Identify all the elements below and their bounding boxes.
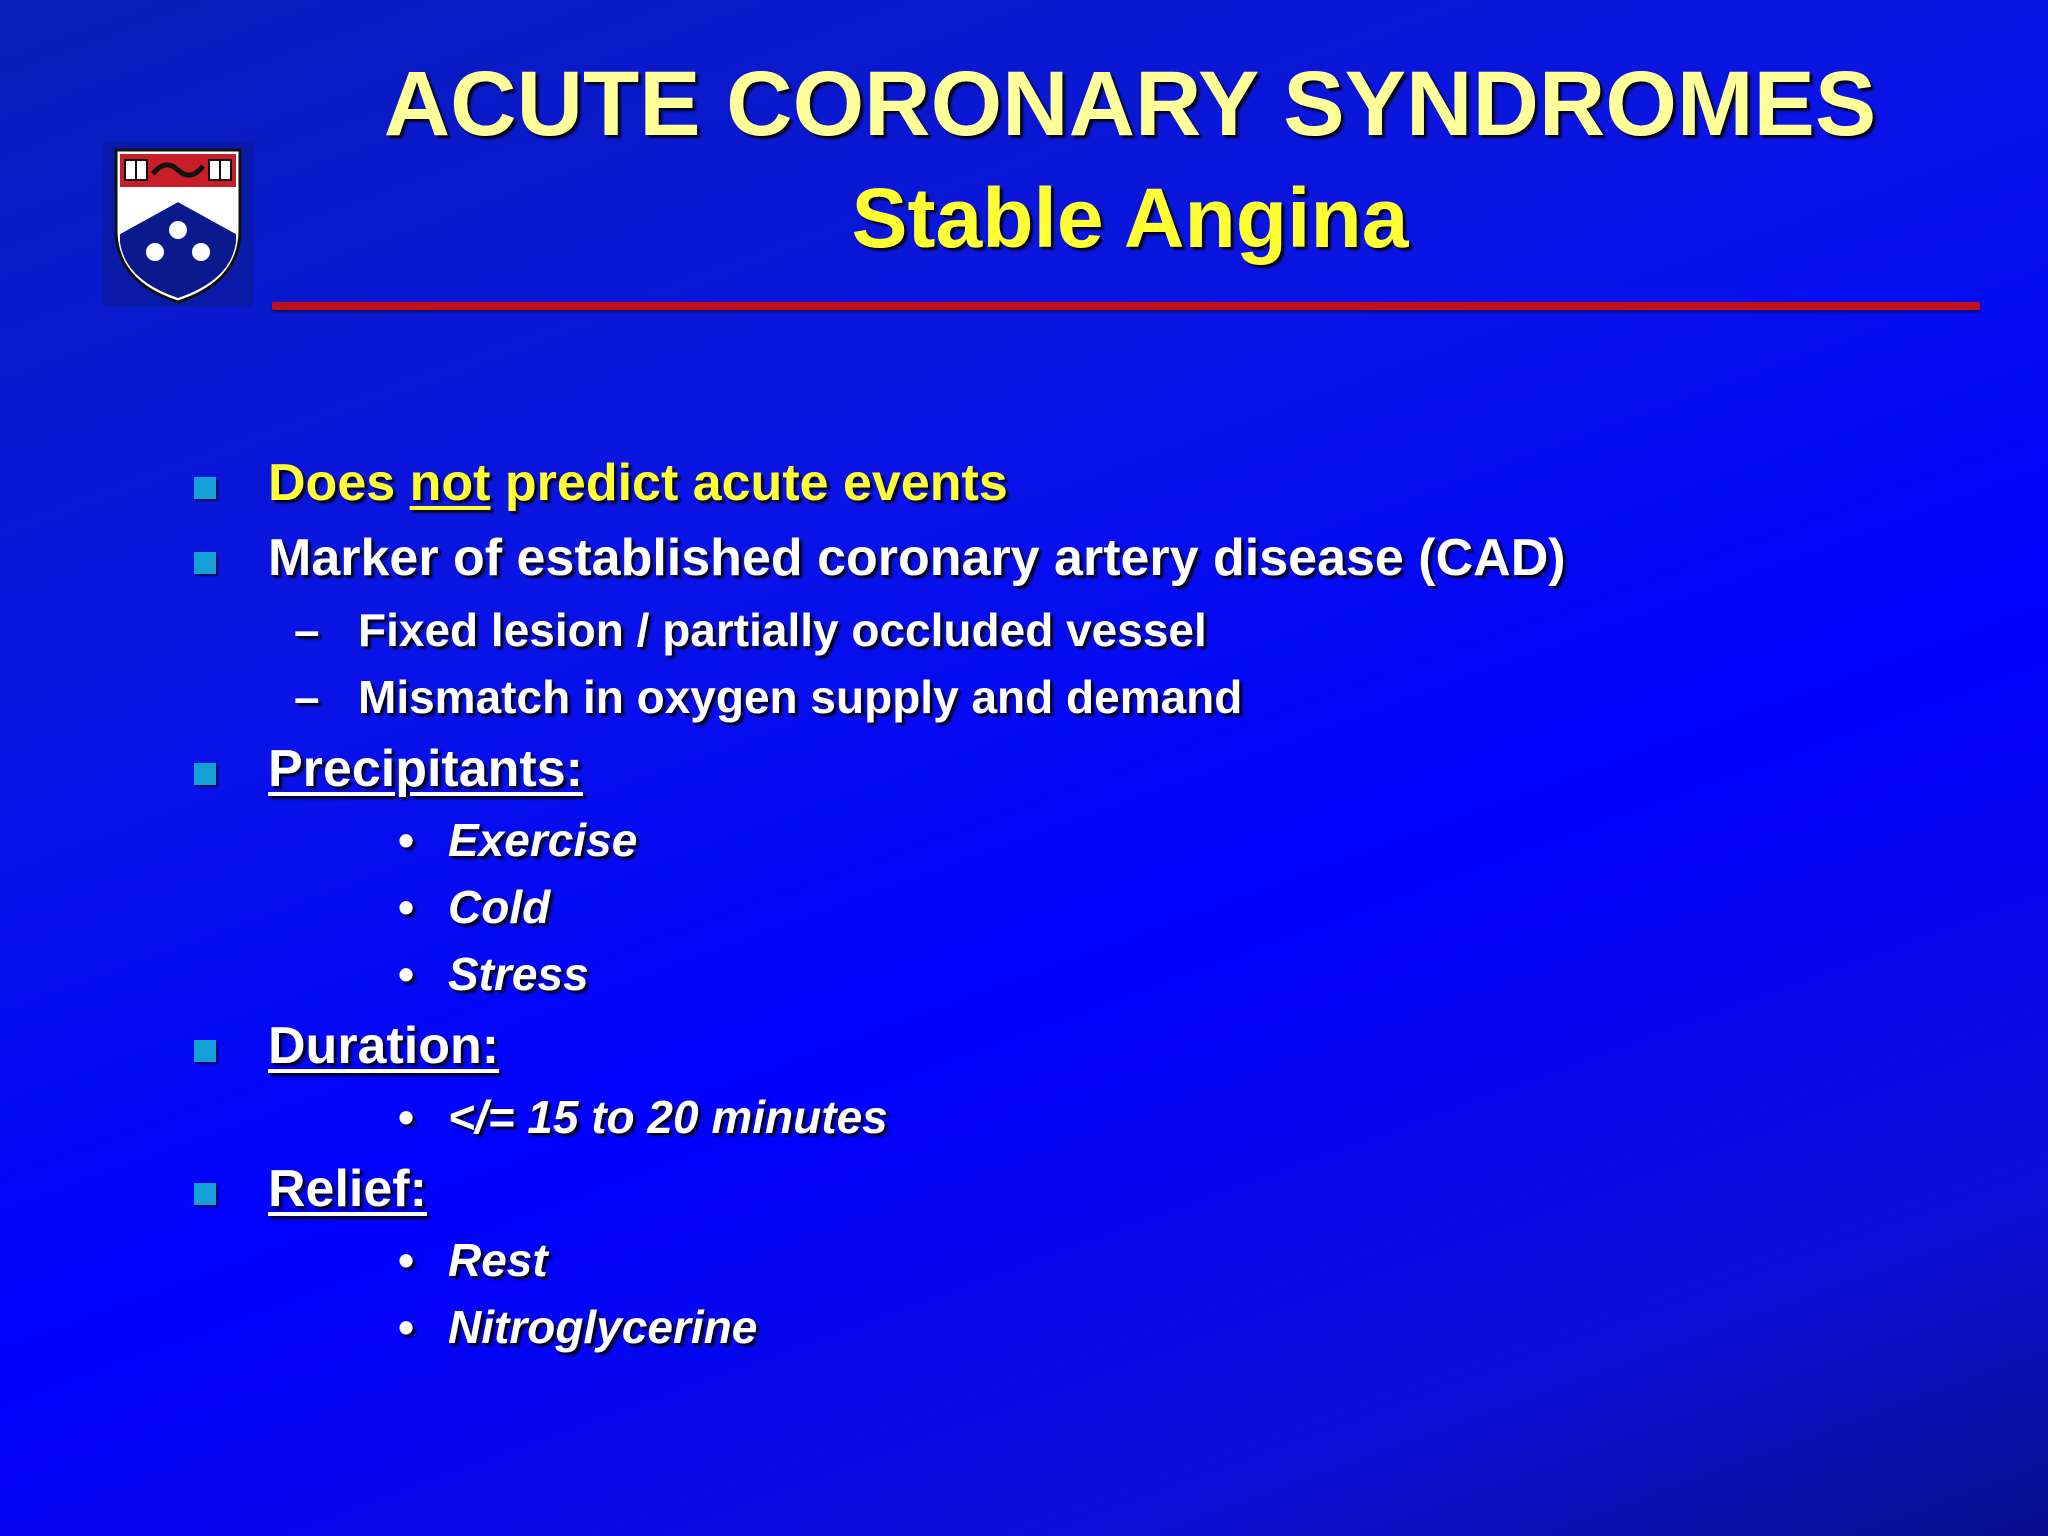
dot-bullet-icon: • <box>398 1301 415 1353</box>
sub-bullet-mismatch: Mismatch in oxygen supply and demand <box>358 671 1243 723</box>
bullet-text-emphasis: not <box>409 454 491 512</box>
bullet-marker-of-cad: Marker of established coronary artery disease (CAD) <box>268 529 1566 587</box>
title-divider <box>272 302 1980 310</box>
dash-bullet-icon: – <box>294 671 320 723</box>
dot-bullet-icon: • <box>398 1234 415 1286</box>
dash-bullet-icon: – <box>294 604 320 656</box>
square-bullet-icon <box>194 1183 216 1205</box>
duration-item: </= 15 to 20 minutes <box>448 1091 888 1143</box>
bullet-text-pre: Does <box>268 454 410 512</box>
slide-title: ACUTE CORONARY SYNDROMES <box>383 53 1877 155</box>
bullet-does-not-predict <box>268 453 1008 513</box>
dot-bullet-icon: • <box>398 948 415 1000</box>
relief-item: Nitroglycerine <box>448 1301 758 1353</box>
bullet-precipitants: Precipitants: <box>268 740 583 798</box>
square-bullet-icon <box>194 477 216 499</box>
slide-subtitle: Stable Angina <box>851 171 1409 265</box>
university-shield-logo <box>103 142 253 307</box>
square-bullet-icon <box>194 763 216 785</box>
precipitant-item: Stress <box>448 948 589 1000</box>
bullet-text-post: predict acute events <box>490 454 1008 512</box>
dot-bullet-icon: • <box>398 1091 415 1143</box>
bullet-relief: Relief: <box>268 1160 427 1218</box>
square-bullet-icon <box>194 1040 216 1062</box>
square-bullet-icon <box>194 552 216 574</box>
relief-item: Rest <box>448 1234 548 1286</box>
dot-bullet-icon: • <box>398 881 415 933</box>
dot-bullet-icon: • <box>398 814 415 866</box>
precipitant-item: Exercise <box>448 814 638 866</box>
precipitant-item: Cold <box>448 881 551 933</box>
sub-bullet-fixed-lesion: Fixed lesion / partially occluded vessel <box>358 604 1207 656</box>
bullet-duration: Duration: <box>268 1017 500 1075</box>
